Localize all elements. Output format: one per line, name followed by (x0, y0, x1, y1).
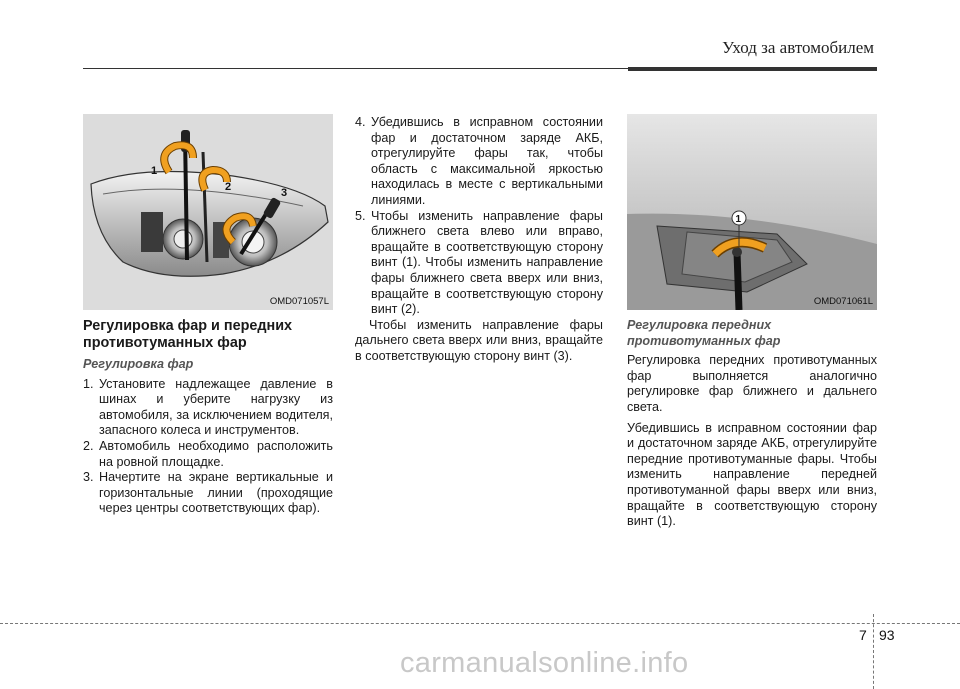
paragraph: Регулировка передних противотуманных фар выполняется аналогично регулировке фар ближнего и дальнего света. (627, 353, 877, 414)
sub-heading: Регулировка фар (83, 357, 194, 371)
watermark: carmanualsonline.info (400, 647, 689, 679)
item-number: 4. (355, 115, 366, 129)
callout-label: 3 (281, 187, 288, 199)
footer-divider (873, 614, 874, 689)
list-item (83, 470, 333, 517)
sub-heading: Регулировка передних противотуманных фар (627, 318, 781, 348)
page-number: 93 (879, 627, 895, 643)
callout-label: 1 (735, 214, 742, 225)
figure-code: OMD071057L (269, 296, 329, 307)
item-text: Убедившись в исправном состоянии фар и достаточном заряде АКБ, отрегулируйте фары так, чтобы область с максимальной яркостью находилась в месте с вертикальными линиями. (371, 115, 603, 207)
item-text: Автомобиль необходимо расположить на ровной площадке. (99, 438, 333, 469)
fog-lamp-illustration (627, 114, 877, 310)
item-number: 3. (83, 470, 94, 485)
list-item (83, 439, 333, 470)
paragraph: Убедившись в исправном состоянии фар и достаточном заряде АКБ, отрегулируйте передние противотуманные фары. Чтобы изменить направление передней противотуманной фары вверх или вниз, вращайте в соответствующую сторону винт (1). (627, 420, 877, 529)
headlamp-adjustment-figure (83, 114, 333, 310)
list-item (355, 209, 603, 318)
header-rule (83, 67, 877, 71)
item-text: Чтобы изменить направление фары ближнего света влево или вправо, вращайте в соответствующую сторону винт (1). Чтобы изменить направление фары ближнего света вверх или вниз, вращайте в соответствующую сторону винт (2). (371, 208, 603, 317)
item-number: 1. (83, 376, 94, 391)
chapter-number: 7 (859, 627, 867, 643)
footer-rule (0, 623, 960, 624)
headlamp-illustration (83, 114, 333, 310)
note-paragraph: Чтобы изменить направление фары дальнего света вверх или вниз, вращайте в соответствующую сторону винт (3). (355, 317, 603, 363)
section-heading: Регулировка фар и передних противотуманных фар (83, 318, 293, 351)
item-text: Установите надлежащее давление в шинах и уберите нагрузку из автомобиля, за исключением водителя, запасного колеса и инструментов. (99, 376, 333, 438)
item-number: 2. (83, 438, 94, 453)
item-number: 5. (355, 208, 366, 223)
page-header-title: Уход за автомобилем (722, 38, 874, 57)
item-text: Начертите на экране вертикальные и горизонтальные линии (проходящие через центры соответствующих фар). (99, 470, 333, 516)
callout-label: 1 (151, 165, 158, 177)
list-item (83, 377, 333, 439)
list-item (355, 115, 603, 209)
column-1 (83, 318, 333, 517)
fog-lamp-adjustment-figure (627, 114, 877, 310)
figure-code: OMD071061L (813, 296, 873, 307)
column-3 (627, 318, 877, 530)
callout-label: 2 (225, 181, 232, 193)
column-2 (355, 115, 603, 365)
